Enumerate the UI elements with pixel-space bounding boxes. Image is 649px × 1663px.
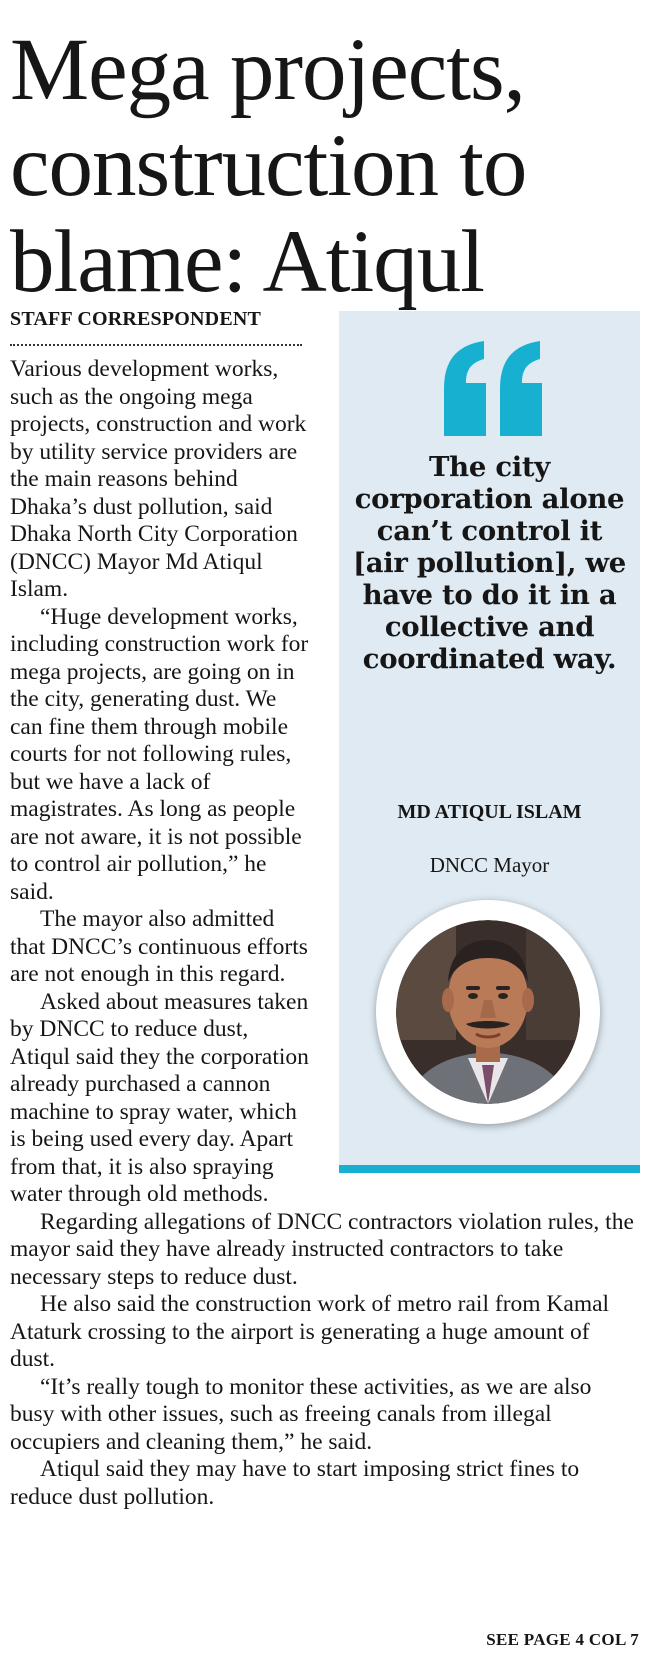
portrait-frame <box>376 900 600 1124</box>
paragraph: Asked about measures taken by DNCC to reduce dust, Atiqul said they the corporation already purchased a cannon machine to spray water, which is being used every day. Apart from that, it is also spraying water through old methods. <box>10 988 309 1207</box>
headline: Mega projects, construction to blame: Atiqul <box>10 21 527 311</box>
byline-divider <box>10 344 302 346</box>
quote-attribution-name: MD ATIQUL ISLAM <box>397 801 582 823</box>
continuation-note: SEE PAGE 4 COL 7 <box>486 1630 639 1649</box>
paragraph: He also said the construction work of metro rail from Kamal Ataturk crossing to the airport is generating a huge amount of dust. <box>10 1291 610 1372</box>
pull-quote-text: The city corporation alone can’t control it [air pollution], we have to do it in a collective and coordinated way. <box>353 451 626 675</box>
portrait-photo <box>396 920 580 1104</box>
paragraph: Various development works, such as the ongoing mega projects, construction and work by utility service providers are the main reasons behind Dhaka’s dust pollution, said Dhaka North City Corporation (DNCC) Mayor Md Atiqul Islam. <box>10 356 307 602</box>
quote-mark-icon <box>444 341 544 436</box>
paragraph: “Huge development works, including construction work for mega projects, are going on in the city, generating dust. We can fine them through mobile courts for not following rules, but we have a lack of magistrates. As long as people are not aware, it is not possible to control air pollution,” he said. <box>10 603 309 905</box>
byline: STAFF CORRESPONDENT <box>10 308 262 330</box>
paragraph: “It’s really tough to monitor these activities, as we are also busy with other issues, such as freeing canals from illegal occupiers and cleaning them,” he said. <box>10 1373 592 1455</box>
paragraph: The mayor also admitted that DNCC’s continuous efforts are not enough in this regard. <box>10 906 308 987</box>
pull-quote-box <box>339 311 640 1173</box>
paragraph: Atiqul said they may have to start imposing strict fines to reduce dust pollution. <box>10 1456 580 1510</box>
quote-attribution-title: DNCC Mayor <box>429 853 550 877</box>
paragraph: Regarding allegations of DNCC contractors violation rules, the mayor said they have already instructed contractors to take necessary steps to reduce dust. <box>10 1208 634 1290</box>
